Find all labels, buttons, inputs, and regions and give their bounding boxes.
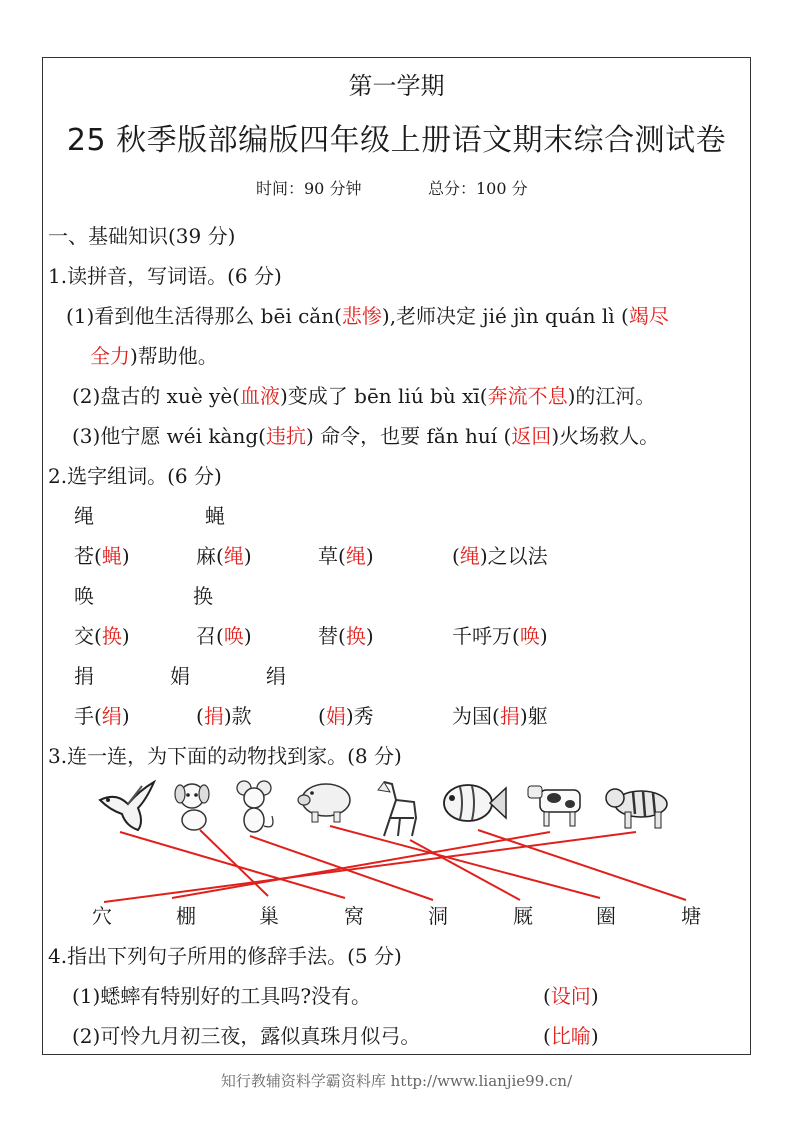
answer-text: 违抗 <box>265 426 306 448</box>
match-line-fish <box>478 830 686 900</box>
answer-text: 蝇 <box>101 546 122 568</box>
word-item: 替(换) <box>318 624 374 648</box>
answer-text: 绳 <box>223 546 244 568</box>
home-label: 洞 <box>428 904 448 928</box>
time-label: 时间：90 分钟 <box>256 179 362 198</box>
q1-s1-text-c: )帮助他。 <box>130 344 218 368</box>
word-item: 麻(绳) <box>196 544 252 568</box>
word-item: 交(换) <box>74 624 130 648</box>
match-line-cow <box>172 832 550 898</box>
answer-text: 悲惨 <box>341 306 382 328</box>
q4-answer-2: (比喻) <box>543 1024 599 1048</box>
char-option: 换 <box>193 584 213 608</box>
page-title: 25 秋季版部编版四年级上册语文期末综合测试卷 <box>66 123 727 158</box>
answer-text: 捐 <box>203 706 224 728</box>
q1-s3-text-b: ) 命令，也要 fǎn huí ( <box>305 424 512 448</box>
char-option: 绢 <box>266 664 286 688</box>
answer-text: 绳 <box>459 546 480 568</box>
match-line-dog <box>200 830 268 896</box>
answer-text: 奔流不息 <box>487 386 568 408</box>
answer-text: 捐 <box>499 706 520 728</box>
match-line-tiger <box>104 832 636 902</box>
q1-s1-text-b: ),老师决定 jié jìn quán lì ( <box>381 304 629 328</box>
section-heading: 一、基础知识(39 分) <box>48 224 236 248</box>
q4-sentence-1: (1)蟋蟀有特别好的工具吗?没有。 <box>72 984 372 1008</box>
word-item: 苍(蝇) <box>74 544 130 568</box>
word-item: 召(唤) <box>196 624 252 648</box>
answer-text: 设问 <box>550 986 591 1008</box>
home-label: 穴 <box>92 904 112 928</box>
footer-watermark: 知行教辅资料学霸资料库 http://www.lianjie99.cn/ <box>220 1072 573 1090</box>
char-option: 唤 <box>74 584 94 608</box>
q1-s2-text-a: (2)盘古的 xuè yè( <box>72 384 240 408</box>
answer-text: 换 <box>345 626 366 648</box>
answer-text: 绳 <box>345 546 366 568</box>
q4-sentence-2: (2)可怜九月初三夜，露似真珠月似弓。 <box>72 1024 421 1048</box>
home-label: 棚 <box>176 904 196 928</box>
answer-text: 全力 <box>90 346 130 368</box>
q1-s3-text-c: )火场救人。 <box>551 424 660 448</box>
char-option: 蝇 <box>205 504 225 528</box>
word-item: (捐)款 <box>196 704 252 728</box>
question-1-heading: 1.读拼音，写词语。(6 分) <box>48 264 282 288</box>
word-item: 草(绳) <box>318 544 374 568</box>
match-line-pig <box>330 826 600 898</box>
answer-text: 竭尽 <box>628 306 669 328</box>
answer-text: 绢 <box>101 706 122 728</box>
answer-text: 唤 <box>223 626 244 648</box>
word-item: 为国(捐)躯 <box>452 704 548 728</box>
answer-text: 返回 <box>511 426 552 448</box>
home-label: 塘 <box>681 904 701 928</box>
home-label: 窝 <box>344 904 364 928</box>
home-label: 圈 <box>596 904 616 928</box>
answer-text: 血液 <box>239 386 280 408</box>
home-label: 厩 <box>513 904 533 928</box>
char-option: 娟 <box>170 664 190 688</box>
q1-s3-text-a: (3)他宁愿 wéi kàng( <box>72 424 266 448</box>
word-item: (娟)秀 <box>318 704 374 728</box>
q1-s2-text-c: )的江河。 <box>567 384 656 408</box>
q4-answer-1: (设问) <box>543 984 599 1008</box>
total-score-label: 总分：100 分 <box>428 179 528 198</box>
word-item: 千呼万(唤) <box>452 624 548 648</box>
question-4-heading: 4.指出下列句子所用的修辞手法。(5 分) <box>48 944 402 968</box>
char-option: 捐 <box>74 664 94 688</box>
answer-text: 换 <box>101 626 122 648</box>
answer-text: 比喻 <box>550 1026 591 1048</box>
q1-s2-text-b: )变成了 bēn liú bù xī( <box>279 384 488 408</box>
answer-text: 娟 <box>325 706 346 728</box>
answer-text: 唤 <box>519 626 540 648</box>
word-item: 手(绢) <box>74 704 130 728</box>
char-option: 绳 <box>74 504 94 528</box>
question-3-heading: 3.连一连，为下面的动物找到家。(8 分) <box>48 744 402 768</box>
semester-label: 第一学期 <box>348 72 445 100</box>
word-item: (绳)之以法 <box>452 544 548 568</box>
question-2-heading: 2.选字组词。(6 分) <box>48 464 222 488</box>
home-label: 巢 <box>259 904 279 928</box>
q1-s1-text-a: (1)看到他生活得那么 bēi cǎn( <box>66 304 342 328</box>
